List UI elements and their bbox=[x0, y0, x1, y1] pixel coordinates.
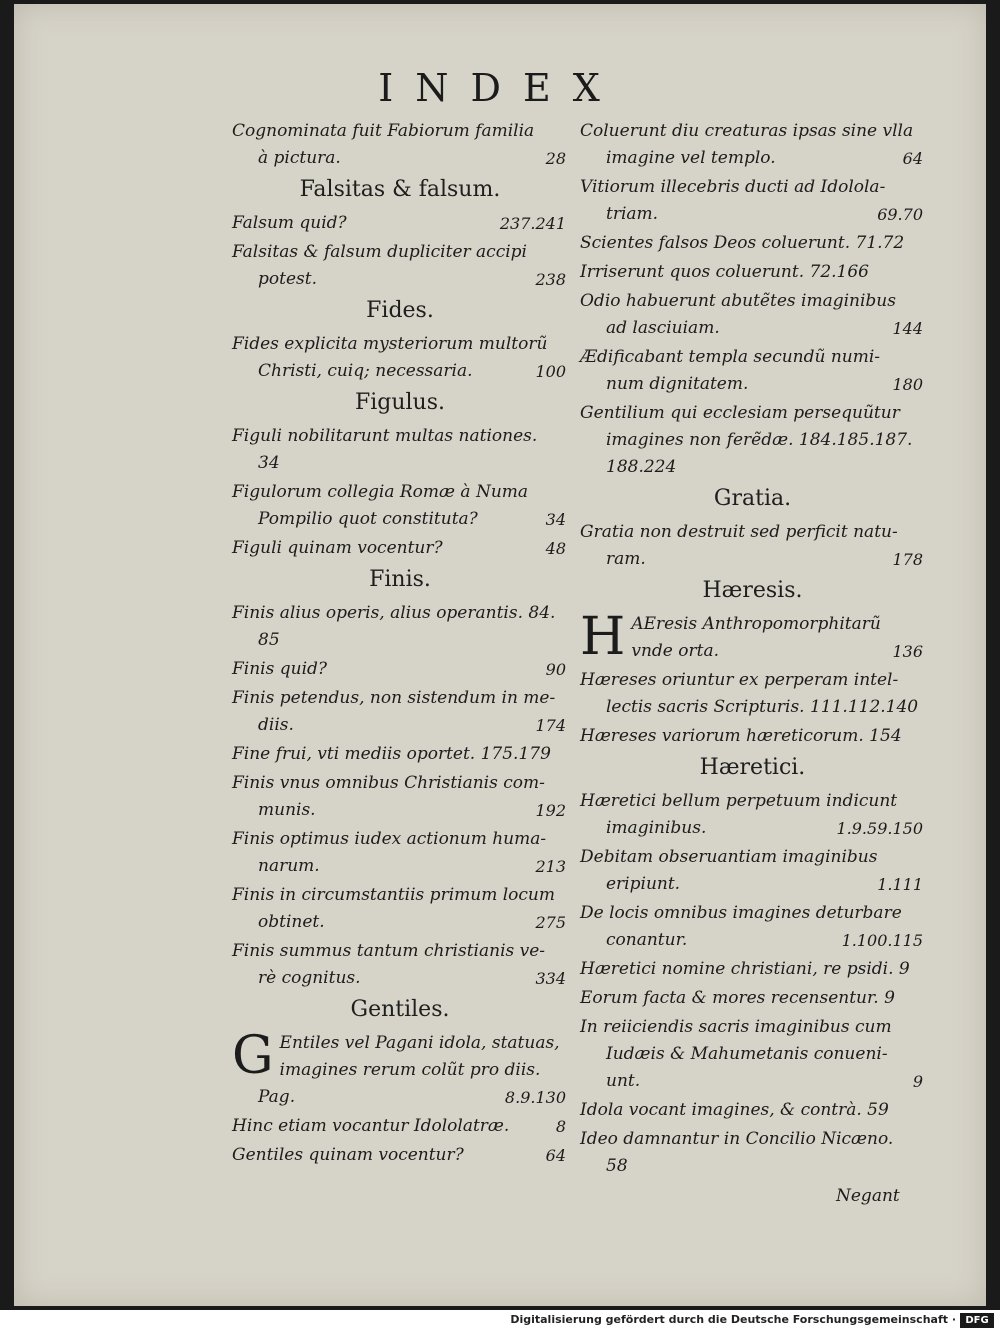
index-entry bbox=[580, 1014, 925, 1095]
entry-text-continued: num dignitatem. bbox=[606, 374, 749, 394]
entry-text: Gratia non destruit sed perficit natu- bbox=[580, 522, 898, 542]
page-reference: 1.9.59.150 bbox=[836, 819, 923, 838]
entry-text-continued: diis. bbox=[258, 715, 294, 735]
page-reference: 69.70 bbox=[877, 205, 923, 224]
entry-text-continued: obtinet. bbox=[258, 912, 325, 932]
catchword: Negant bbox=[836, 1186, 900, 1206]
entry-text: Figuli quinam vocentur? bbox=[232, 538, 443, 558]
section-heading: Finis. bbox=[369, 567, 431, 592]
page-reference: 334 bbox=[535, 969, 566, 988]
page-reference: 174 bbox=[535, 716, 566, 735]
index-entry bbox=[580, 667, 925, 721]
entry-text-continued: vnde orta. bbox=[631, 641, 719, 661]
index-entry bbox=[580, 288, 925, 342]
entry-text-continued: Pompilio quot constituta? bbox=[258, 509, 478, 529]
entry-text: Falsitas & falsum dupliciter accipi bbox=[232, 242, 527, 262]
index-entry bbox=[232, 239, 568, 293]
entry-text: AEresis Anthropomorphitarũ bbox=[631, 614, 881, 634]
index-entry bbox=[580, 230, 925, 257]
entry-text: Figulorum collegia Romæ à Numa bbox=[232, 482, 529, 502]
index-entry bbox=[232, 1026, 568, 1111]
entry-text: Cognominata fuit Fabiorum familia bbox=[232, 121, 535, 141]
page-reference: 8.9.130 bbox=[504, 1088, 566, 1107]
page-reference: 9 bbox=[912, 1072, 923, 1091]
page-reference: 238 bbox=[535, 270, 566, 289]
index-entry bbox=[232, 479, 568, 533]
entry-text: Odio habuerunt abutẽtes imaginibus bbox=[580, 291, 896, 311]
section-heading: Gentiles. bbox=[350, 997, 450, 1022]
entry-text: Falsum quid? bbox=[232, 213, 347, 233]
entry-text-continued: ad lasciuiam. bbox=[606, 318, 720, 338]
entry-text-continued: imagines rerum colũt pro diis. bbox=[279, 1060, 541, 1080]
page-reference: 1.100.115 bbox=[841, 931, 923, 950]
section-heading: Fides. bbox=[366, 298, 434, 323]
entry-text-continued: imagines non ferẽdæ. 184.185.187. bbox=[606, 430, 913, 450]
page-reference: 136 bbox=[892, 642, 923, 661]
entry-text-continued: 34 bbox=[258, 453, 280, 473]
entry-text: Finis alius operis, alius operantis. 84. bbox=[232, 603, 556, 623]
entry-text-continued: 188.224 bbox=[606, 457, 677, 477]
index-entry bbox=[580, 844, 925, 898]
entry-text-continued: conantur. bbox=[606, 930, 688, 950]
entry-text: Finis in circumstantiis primum locum bbox=[232, 885, 555, 905]
entry-text: Finis summus tantum christianis ve- bbox=[232, 941, 546, 961]
entry-text: Gentilium qui ecclesiam persequũtur bbox=[580, 403, 900, 423]
page-reference: 192 bbox=[535, 801, 566, 820]
entry-text: Hæreses variorum hæreticorum. 154 bbox=[580, 726, 902, 746]
page-title: INDEX bbox=[378, 66, 622, 110]
index-entry bbox=[580, 1126, 925, 1180]
entry-text: Coluerunt diu creaturas ipsas sine vlla bbox=[580, 121, 914, 141]
footer-credit: Digitalisierung gefördert durch die Deutsche Forschungsgemeinschaft · bbox=[510, 1313, 956, 1326]
entry-text: Gentiles quinam vocentur? bbox=[232, 1145, 464, 1165]
entry-text-continued: Iudæis & Mahumetanis conueni- bbox=[606, 1044, 888, 1064]
entry-text-continued: 85 bbox=[258, 630, 280, 650]
entry-text-continued: eripiunt. bbox=[606, 874, 681, 894]
entry-text-continued: Pag. bbox=[258, 1087, 296, 1107]
page-reference: 34 bbox=[545, 510, 566, 529]
index-entry bbox=[232, 600, 568, 654]
index-entry bbox=[232, 882, 568, 936]
entry-text: In reiiciendis sacris imaginibus cum bbox=[580, 1017, 892, 1037]
index-column-left bbox=[232, 118, 568, 1171]
section-heading: Hæresis. bbox=[702, 578, 803, 603]
index-entry bbox=[232, 1142, 568, 1169]
index-column-right bbox=[580, 118, 925, 1182]
entry-text: Ædificabant templa secundũ numi- bbox=[580, 347, 881, 367]
entry-text-continued: imagine vel templo. bbox=[606, 148, 776, 168]
page-reference: 28 bbox=[545, 149, 566, 168]
entry-text: Eorum facta & mores recensentur. 9 bbox=[580, 988, 895, 1008]
entry-text: Finis optimus iudex actionum huma- bbox=[232, 829, 547, 849]
entry-text: De locis omnibus imagines deturbare bbox=[580, 903, 902, 923]
entry-text: Irriserunt quos coluerunt. 72.166 bbox=[580, 262, 869, 282]
section-heading: Figulus. bbox=[354, 390, 446, 415]
entry-text: Ideo damnantur in Concilio Nicæno. bbox=[580, 1129, 894, 1149]
entry-text-continued: Christi, cuiq; necessaria. bbox=[258, 361, 473, 381]
entry-text: Hinc etiam vocantur Idololatræ. bbox=[232, 1116, 510, 1136]
entry-text-continued: lectis sacris Scripturis. 111.112.140 bbox=[606, 697, 919, 717]
entry-text: Finis quid? bbox=[232, 659, 328, 679]
index-entry bbox=[580, 788, 925, 842]
drop-capital: G bbox=[232, 1026, 274, 1086]
entry-text-continued: narum. bbox=[258, 856, 320, 876]
entry-text: Hæretici nomine christiani, re psidi. 9 bbox=[580, 959, 910, 979]
index-entry bbox=[232, 331, 568, 385]
page-reference: 8 bbox=[555, 1117, 566, 1136]
entry-text-continued: imaginibus. bbox=[606, 818, 707, 838]
entry-text-continued: à pictura. bbox=[258, 148, 341, 168]
dfg-logo: DFG bbox=[960, 1313, 994, 1328]
page-reference: 1.111 bbox=[877, 875, 923, 894]
entry-text-continued: rè cognitus. bbox=[258, 968, 361, 988]
index-entry bbox=[580, 1097, 925, 1124]
entry-text: Debitam obseruantiam imaginibus bbox=[580, 847, 878, 867]
entry-text-continued: potest. bbox=[258, 269, 317, 289]
entry-text-continued: triam. bbox=[606, 204, 659, 224]
index-entry bbox=[232, 1113, 568, 1140]
index-entry bbox=[232, 741, 568, 768]
index-entry bbox=[580, 174, 925, 228]
index-entry bbox=[580, 344, 925, 398]
page-reference: 48 bbox=[545, 539, 566, 558]
index-entry bbox=[580, 519, 925, 573]
entry-text: Finis vnus omnibus Christianis com- bbox=[232, 773, 545, 793]
index-entry bbox=[232, 118, 568, 172]
page-reference: 144 bbox=[892, 319, 923, 338]
page-reference: 64 bbox=[902, 149, 923, 168]
page-reference: 100 bbox=[535, 362, 566, 381]
entry-text: Fides explicita mysteriorum multorũ bbox=[232, 334, 548, 354]
page-reference: 275 bbox=[535, 913, 566, 932]
index-entry bbox=[580, 259, 925, 286]
page-reference: 90 bbox=[545, 660, 566, 679]
index-entry bbox=[580, 723, 925, 750]
index-entry bbox=[232, 210, 568, 237]
index-entry bbox=[580, 985, 925, 1012]
entry-text: Vitiorum illecebris ducti ad Idolola- bbox=[580, 177, 886, 197]
entry-text: Finis petendus, non sistendum in me- bbox=[232, 688, 556, 708]
index-entry bbox=[232, 938, 568, 992]
index-entry bbox=[232, 826, 568, 880]
index-entry bbox=[580, 607, 925, 667]
page-reference: 180 bbox=[892, 375, 923, 394]
entry-text: Fine frui, vti mediis oportet. 175.179 bbox=[232, 744, 551, 764]
section-heading: Gratia. bbox=[713, 486, 792, 511]
entry-text: Idola vocant imagines, & contrà. 59 bbox=[580, 1100, 889, 1120]
index-entry bbox=[580, 400, 925, 481]
entry-text-continued: ram. bbox=[606, 549, 646, 569]
entry-text: Figuli nobilitarunt multas nationes. bbox=[232, 426, 538, 446]
index-entry bbox=[232, 770, 568, 824]
entry-text: Entiles vel Pagani idola, statuas, bbox=[279, 1033, 560, 1053]
index-entry bbox=[232, 656, 568, 683]
index-entry bbox=[232, 535, 568, 562]
index-entry bbox=[580, 900, 925, 954]
entry-text-continued: munis. bbox=[258, 800, 316, 820]
section-heading: Hæretici. bbox=[699, 755, 806, 780]
entry-text: Scientes falsos Deos coluerunt. 71.72 bbox=[580, 233, 905, 253]
index-entry bbox=[232, 423, 568, 477]
entry-text: Hæreses oriuntur ex perperam intel- bbox=[580, 670, 899, 690]
section-heading: Falsitas & falsum. bbox=[299, 177, 501, 202]
page-reference: 178 bbox=[892, 550, 923, 569]
index-entry bbox=[580, 118, 925, 172]
footer-bar bbox=[0, 1310, 1000, 1332]
drop-capital: H bbox=[580, 607, 626, 667]
page-reference: 213 bbox=[535, 857, 566, 876]
index-entry bbox=[580, 956, 925, 983]
page-reference: 237.241 bbox=[499, 214, 566, 233]
entry-text-continued: unt. bbox=[606, 1071, 641, 1091]
entry-text-continued: 58 bbox=[606, 1156, 628, 1176]
page-reference: 64 bbox=[545, 1146, 566, 1165]
index-entry bbox=[232, 685, 568, 739]
entry-text: Hæretici bellum perpetuum indicunt bbox=[580, 791, 898, 811]
